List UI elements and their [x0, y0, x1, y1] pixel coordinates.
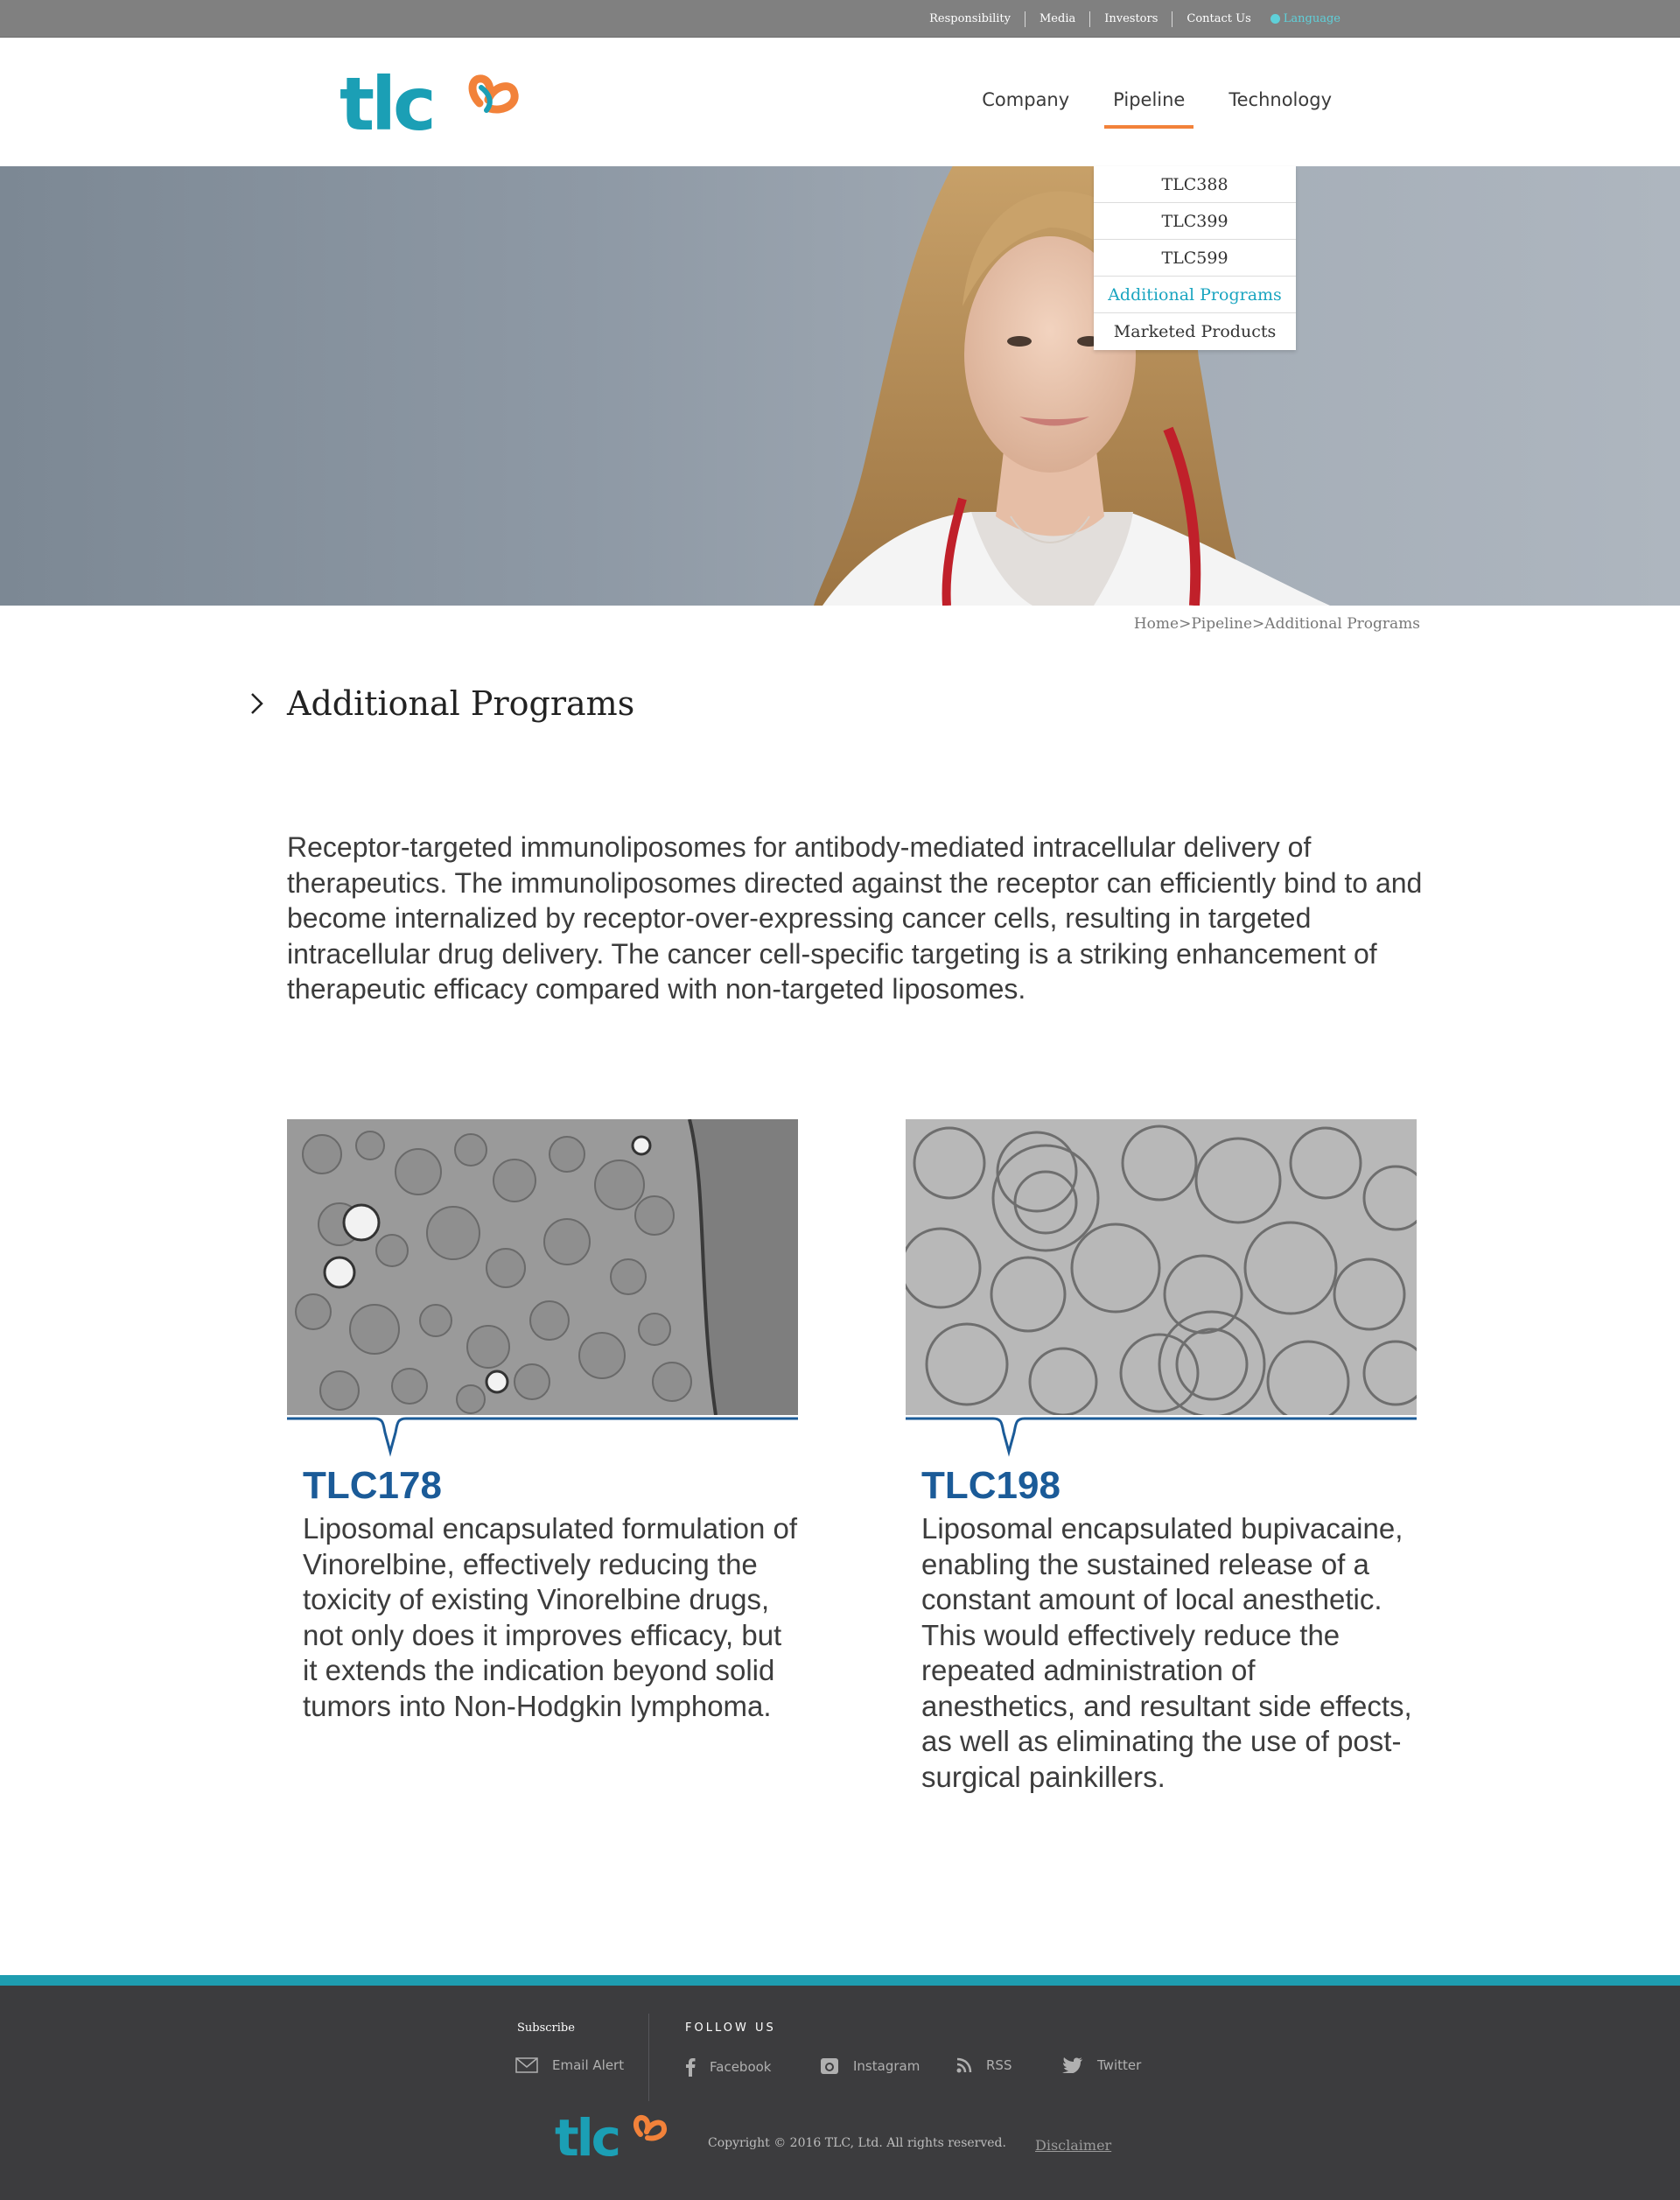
utility-link-investors[interactable]: Investors: [1090, 11, 1172, 27]
facebook-icon: [685, 2057, 696, 2077]
breadcrumb: [1134, 615, 1420, 633]
callout-divider: [906, 1415, 1417, 1459]
breadcrumb-separator: >: [1179, 615, 1192, 633]
instagram-link[interactable]: [820, 2057, 920, 2075]
footer-accent-bar: [0, 1975, 1680, 1986]
footer-divider: [648, 2014, 649, 2101]
program-name: TLC198: [921, 1464, 1060, 1507]
hero-banner: [0, 166, 1680, 606]
email-alert-label: Email Alert: [552, 2057, 625, 2073]
globe-icon: [1270, 14, 1280, 24]
program-description: Liposomal encapsulated formulation of Vinorelbine, effectively reducing the toxicity of existing Vinorelbine drugs, not only does it improves efficacy, but it extends the indication beyond solid tumors into Non-Hodgkin lymphoma.: [303, 1512, 798, 1722]
dropdown-item-additional-programs[interactable]: Additional Programs: [1094, 277, 1296, 313]
page-title: Additional Programs: [287, 684, 635, 723]
twitter-link[interactable]: [1062, 2057, 1141, 2073]
tlc-logo[interactable]: [340, 61, 532, 149]
utility-links: [915, 0, 1340, 38]
language-label: Language: [1283, 12, 1340, 25]
dropdown-item-tlc388[interactable]: TLC388: [1094, 166, 1296, 203]
rss-link[interactable]: [956, 2057, 1012, 2073]
utility-link-responsibility[interactable]: Responsibility: [915, 11, 1026, 27]
hero-photo-doctor: [0, 166, 1680, 606]
envelope-icon: [515, 2057, 538, 2073]
logo-wordmark: tlc: [340, 61, 433, 147]
breadcrumb-current: Additional Programs: [1264, 615, 1420, 633]
twitter-label: Twitter: [1097, 2057, 1142, 2073]
subscribe-title: Subscribe: [517, 2021, 575, 2035]
footer-logo-wordmark: tlc: [555, 2108, 619, 2168]
program-card-tlc178: [287, 1119, 798, 1724]
footer-logo[interactable]: [555, 2106, 677, 2172]
rss-icon: [956, 2057, 972, 2073]
dropdown-item-tlc599[interactable]: TLC599: [1094, 240, 1296, 277]
breadcrumb-home[interactable]: Home: [1133, 615, 1180, 633]
heart-icon: [472, 79, 514, 110]
instagram-icon: [820, 2057, 839, 2075]
nav-company[interactable]: Company: [982, 89, 1070, 110]
follow-us-title: FOLLOW US: [685, 2021, 776, 2035]
instagram-label: Instagram: [853, 2058, 920, 2074]
breadcrumb-separator: >: [1252, 615, 1265, 633]
nav-pipeline[interactable]: Pipeline: [1104, 89, 1194, 110]
copyright-text: Copyright © 2016 TLC, Ltd. All rights reserved.: [708, 2136, 1006, 2150]
main-nav: [947, 89, 1340, 110]
facebook-label: Facebook: [710, 2059, 772, 2075]
rss-label: RSS: [986, 2057, 1012, 2073]
callout-divider: [287, 1415, 798, 1459]
utility-link-media[interactable]: Media: [1026, 11, 1090, 27]
chevron-right-icon: [248, 690, 266, 717]
disclaimer-link[interactable]: Disclaimer: [1035, 2137, 1112, 2154]
site-header: [0, 39, 1680, 166]
program-description: Liposomal encapsulated bupivacaine, enabling the sustained release of a constant amount of local anesthetic. This would effectively reduce the repeated administration of anesthetics, and resultant side effects, as well as eliminating the use of post-surgical painkillers.: [921, 1512, 1412, 1793]
program-name: TLC178: [303, 1464, 442, 1507]
page-title-block: [248, 684, 634, 723]
dropdown-item-tlc399[interactable]: TLC399: [1094, 203, 1296, 240]
top-utility-bar: [0, 0, 1680, 38]
intro-paragraph: Receptor-targeted immunoliposomes for antibody-mediated intracellular delivery of therapeutics. The immunoliposomes directed against the receptor can efficiently bind to and become internalized by receptor-over-expressing cancer cells, resulting in targeted intracellular drug delivery. The cancer cell-specific targeting is a striking enhancement of therapeutic efficacy compared with non-targeted liposomes.: [287, 831, 1423, 1005]
heart-icon: [636, 2118, 664, 2138]
facebook-link[interactable]: [685, 2057, 771, 2077]
site-footer: [0, 1986, 1680, 2200]
breadcrumb-pipeline[interactable]: Pipeline: [1191, 615, 1253, 633]
twitter-icon: [1062, 2057, 1083, 2073]
nav-technology[interactable]: Technology: [1228, 89, 1332, 110]
dropdown-item-marketed-products[interactable]: Marketed Products: [1113, 322, 1277, 341]
micrograph-image: [287, 1119, 798, 1415]
email-alert-link[interactable]: [515, 2057, 624, 2073]
micrograph-image: [906, 1119, 1417, 1415]
program-card-tlc198: [906, 1119, 1417, 1795]
utility-link-contact-us[interactable]: Contact Us: [1186, 11, 1251, 25]
language-selector[interactable]: [1265, 12, 1340, 25]
pipeline-dropdown-menu: [1094, 166, 1296, 350]
